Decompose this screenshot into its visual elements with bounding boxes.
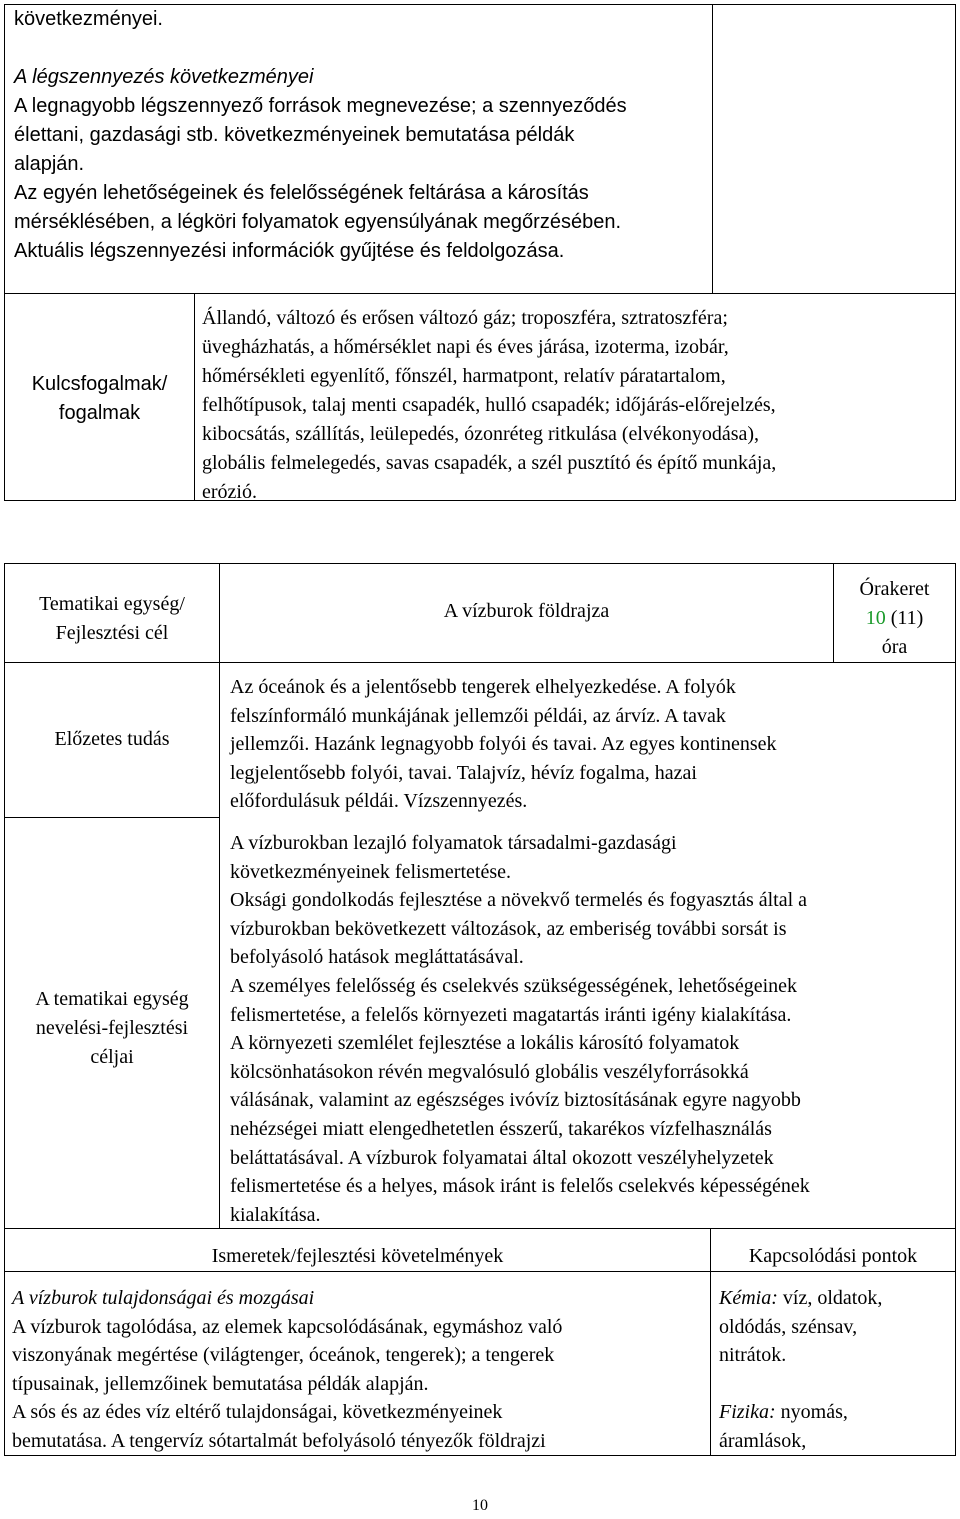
text-line: Az egyén lehetőségeinek és felelősségének feltárása a károsítás bbox=[14, 182, 589, 204]
text-line: Állandó, változó és erősen változó gáz; troposzféra, sztratoszféra; bbox=[202, 307, 728, 329]
text-line: kölcsönhatásokon révén megvalósuló globális veszélyforrásokká bbox=[230, 1060, 749, 1083]
section-heading: A vízburok tulajdonságai és mozgásai bbox=[12, 1287, 315, 1309]
text-line: következményei. bbox=[14, 8, 163, 30]
text-line bbox=[14, 34, 627, 63]
text-line: jellemzői. Hazánk legnagyobb folyói és tavai. Az egyes kontinensek bbox=[230, 733, 777, 756]
text-line: Oksági gondolkodás fejlesztése a növekvő termelés és fogyasztás által a bbox=[230, 889, 808, 912]
text-line: bemutatása. A tengervíz sótartalmát befolyásoló tényezők földrajzi bbox=[12, 1429, 546, 1452]
celjai-content bbox=[230, 829, 810, 1229]
text-line: vízburokban bekövetkezett változások, az emberiség további sorsát is bbox=[230, 917, 787, 940]
text-line: Aktuális légszennyezési információk gyűjtése és feldolgozása. bbox=[14, 240, 565, 262]
elozetes-tudas-content bbox=[230, 673, 777, 816]
text-line: kialakítása. bbox=[230, 1203, 321, 1226]
text-line: Az óceánok és a jelentősebb tengerek elhelyezkedése. A folyók bbox=[230, 676, 736, 698]
text-line: élettani, gazdasági stb. következményeinek bemutatása példák bbox=[14, 124, 575, 146]
label-line: céljai bbox=[90, 1046, 134, 1068]
elozetes-tudas-label: Előzetes tudás bbox=[54, 728, 170, 750]
kapcsolodasi-content bbox=[719, 1284, 882, 1456]
text-line: felszínformáló munkájának jellemzői példái, az árvíz. A tavak bbox=[230, 704, 726, 727]
label-line: Fejlesztési cél bbox=[55, 622, 169, 644]
kemia-label: Kémia: bbox=[719, 1287, 778, 1309]
text-line: mérséklésében, a légköri folyamatok egyensúlyának megőrzésében. bbox=[14, 211, 622, 233]
kemia-text: víz, oldatok, bbox=[777, 1287, 883, 1309]
kemia-line bbox=[719, 1284, 882, 1313]
text-line: válásának, valamint az egészséges ivóvíz biztosításának egyre nagyobb bbox=[230, 1089, 801, 1112]
tematikai-egyseg-label bbox=[5, 590, 219, 648]
kulcsfogalmak-label bbox=[5, 370, 194, 428]
kapcsolodasi-header: Kapcsolódási pontok bbox=[748, 1245, 918, 1267]
orakeret-hours: 10 bbox=[865, 607, 886, 629]
label-line: Tematikai egység/ bbox=[39, 593, 185, 615]
text-line: A vízburok tagolódása, az elemek kapcsolódásának, egymáshoz való bbox=[12, 1315, 563, 1338]
page-number: 10 bbox=[472, 1497, 488, 1514]
section-heading: A légszennyezés következményei bbox=[14, 66, 314, 88]
text-line: előfordulásuk példái. Vízszennyezés. bbox=[230, 790, 528, 813]
fizika-line bbox=[719, 1398, 882, 1427]
text-line: felismertetése, a felelős környezeti magatartás iránti igény kialakítása. bbox=[230, 1003, 792, 1026]
text-line: felhőtípusok, talaj menti csapadék, hulló csapadék; időjárás-előrejelzés, bbox=[202, 394, 776, 416]
ismeretek-content bbox=[12, 1284, 562, 1456]
text-line: következményeinek felismertetése. bbox=[230, 860, 511, 883]
text-line: típusainak, jellemzőinek bemutatása példák alapján. bbox=[12, 1372, 429, 1395]
orakeret-hours-line bbox=[834, 604, 955, 633]
ismeretek-header: Ismeretek/fejlesztési követelmények bbox=[211, 1245, 504, 1267]
text-line: A legnagyobb légszennyező források megnevezése; a szennyeződés bbox=[14, 95, 627, 117]
label-line: nevelési-fejlesztési bbox=[35, 1017, 189, 1039]
text-line: alapján. bbox=[14, 153, 85, 175]
text-line: erózió. bbox=[202, 481, 257, 503]
unit-title: A vízburok földrajza bbox=[443, 600, 610, 622]
text-line: A környezeti szemlélet fejlesztése a lokális károsító folyamatok bbox=[230, 1032, 740, 1055]
text-line: hőmérsékleti egyenlítő, főnszél, harmatpont, relatív páratartalom, bbox=[202, 365, 726, 387]
text-line: befolyásoló hatások megláttatásával. bbox=[230, 946, 524, 969]
label-line: fogalmak bbox=[58, 402, 141, 424]
orakeret-label: Órakeret bbox=[859, 578, 930, 600]
text-line: nitrátok. bbox=[719, 1344, 787, 1367]
celjai-label bbox=[5, 985, 219, 1072]
kulcsfogalmak-content bbox=[202, 304, 776, 507]
spacer bbox=[719, 1370, 882, 1399]
text-line: A személyes felelősség és cselekvés szükségességének, lehetőségeinek bbox=[230, 974, 798, 997]
text-line: viszonyának megértése (világtenger, óceánok, tengerek); a tengerek bbox=[12, 1344, 555, 1367]
text-line: beláttatásával. A vízburok folyamatai által okozott veszélyhelyzetek bbox=[230, 1146, 774, 1169]
text-line: felismertetése és a helyes, mások iránt is felelős cselekvés képességének bbox=[230, 1175, 810, 1198]
orakeret-extra: (11) bbox=[890, 607, 924, 629]
text-line: globális felmelegedés, savas csapadék, a szél pusztító és építő munkája, bbox=[202, 452, 777, 474]
fizika-label: Fizika: bbox=[719, 1401, 776, 1424]
text-line: oldódás, szénsav, bbox=[719, 1315, 858, 1338]
orakeret bbox=[834, 575, 955, 662]
legszennyezes-cell bbox=[14, 5, 627, 266]
orakeret-unit: óra bbox=[881, 636, 908, 658]
label-line: Kulcsfogalmak/ bbox=[31, 373, 168, 395]
text-line: legjelentősebb folyói, tavai. Talajvíz, hévíz fogalma, hazai bbox=[230, 761, 697, 784]
fizika-text: nyomás, bbox=[775, 1401, 848, 1424]
text-line: kibocsátás, szállítás, leülepedés, ózonréteg ritkulása (elvékonyodása), bbox=[202, 423, 760, 445]
text-line: A vízburokban lezajló folyamatok társadalmi-gazdasági bbox=[230, 832, 677, 854]
text-line: A sós és az édes víz eltérő tulajdonságai, következményeinek bbox=[12, 1401, 503, 1424]
label-line: A tematikai egység bbox=[35, 988, 189, 1010]
text-line: nehézségei miatt elengedhetetlen ésszerű, takarékos vízfelhasználás bbox=[230, 1117, 772, 1140]
text-line: üvegházhatás, a hőmérséklet napi és éves járása, izoterma, izobár, bbox=[202, 336, 729, 358]
text-line: áramlások, bbox=[719, 1429, 807, 1452]
